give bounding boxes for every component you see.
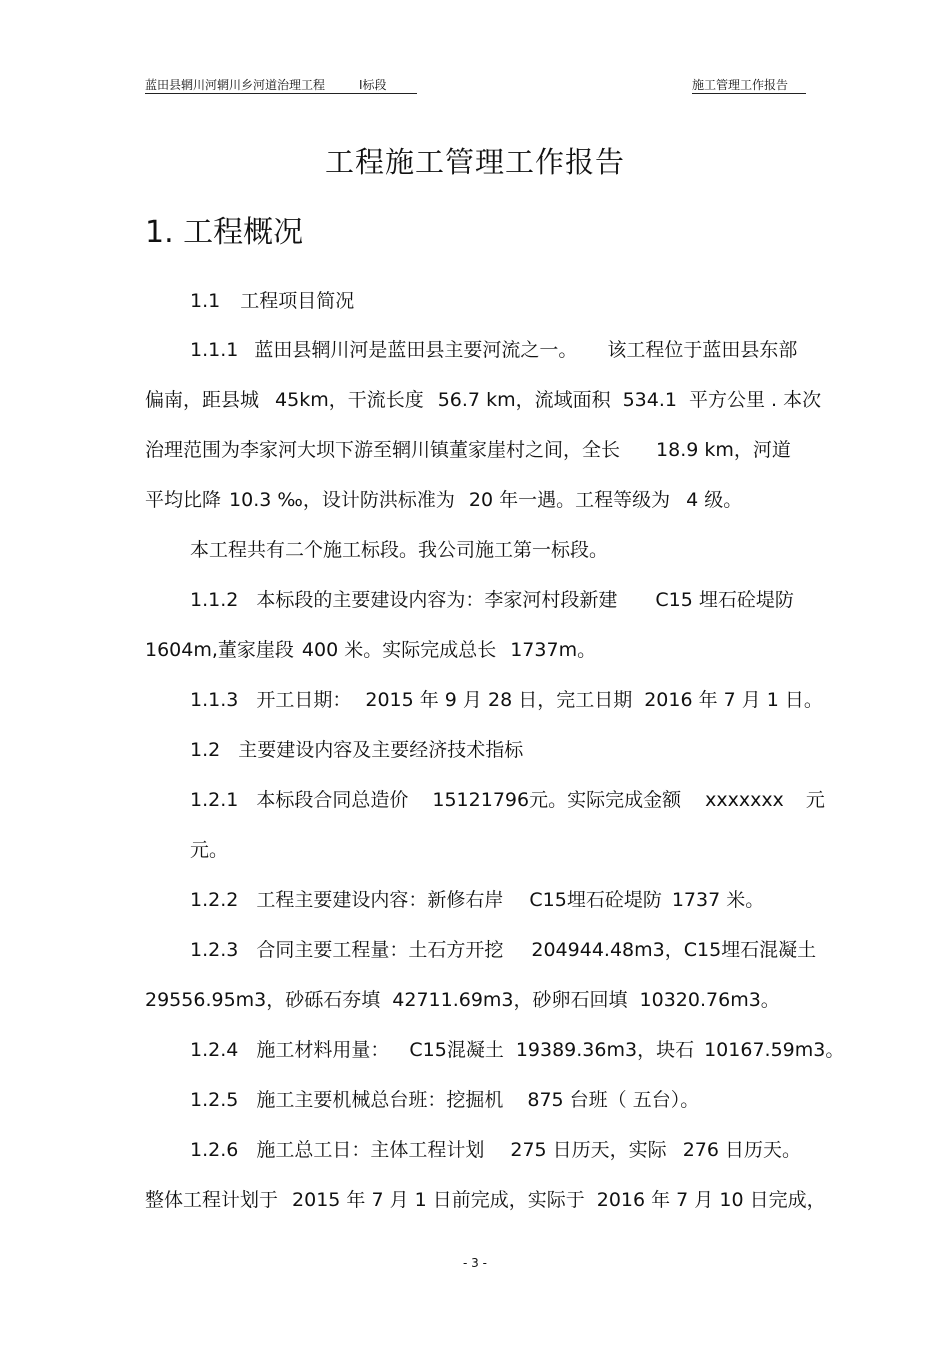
para-1-2-3-line1: 1.2.3 合同主要工程量：土石方开挖 204944.48m3，C15埋石混凝土 <box>190 939 817 961</box>
para-1-1-1-line4: 平均比降 10.3 ‰，设计防洪标准为 20 年一遇。工程等级为 4 级。 <box>145 489 743 511</box>
para-1-1-2-line2: 1604m,董家崖段 400 米。实际完成总长 1737m。 <box>145 639 597 661</box>
para-1-2-6-line2: 整体工程计划于 2015 年 7 月 1 日前完成，实际于 2016 年 7 月 10 日完成， <box>145 1189 826 1211</box>
para-1-2-2: 1.2.2 工程主要建设内容：新修右岸 C15埋石砼堤防 1737 米。 <box>190 889 765 911</box>
page-number: - 3 - <box>463 1256 487 1270</box>
para-1-2-6-line1: 1.2.6 施工总工日：主体工程计划 275 日历天，实际 276 日历天。 <box>190 1139 801 1161</box>
header-report: 施工管理工作报告 <box>692 78 789 92</box>
header-project: 蓝田县辋川河辋川乡河道治理工程 <box>145 78 326 92</box>
running-header-left <box>145 77 387 93</box>
para-1-1-1-line2: 偏南，距县城 45km，干流长度 56.7 km，流域面积 534.1 平方公里 . 本次 <box>145 389 822 411</box>
subheading-1-1: 1.1 工程项目简况 <box>190 290 355 312</box>
header-rule-left <box>145 93 417 94</box>
header-rule-right <box>692 93 806 94</box>
para-1-2-1-line1: 1.2.1 本标段合同总造价 15121796元。实际完成金额 xxxxxxx 元 <box>190 789 825 811</box>
para-1-2-1-line2: 元。 <box>190 839 229 861</box>
para-1-1-2-line1: 1.1.2 本标段的主要建设内容为：李家河村段新建 C15 埋石砼堤防 <box>190 589 794 611</box>
para-1-1-3: 1.1.3 开工日期： 2015 年 9 月 28 日，完工日期 2016 年 7 月 1 日。 <box>190 689 823 711</box>
para-1-2-5: 1.2.5 施工主要机械总台班：挖掘机 875 台班（ 五台）。 <box>190 1089 700 1111</box>
para-1-2-4: 1.2.4 施工材料用量： C15混凝土 19389.36m3，块石 10167.59m3。 <box>190 1039 845 1061</box>
header-section: Ⅰ标段 <box>359 78 387 92</box>
para-1-1-1-line1: 1.1.1 蓝田县辋川河是蓝田县主要河流之一。 该工程位于蓝田县东部 <box>190 339 798 361</box>
para-1-2-3-line2: 29556.95m3，砂砾石夯填 42711.69m3，砂卵石回填 10320.76m3。 <box>145 989 780 1011</box>
para-bid-sections: 本工程共有二个施工标段。我公司施工第一标段。 <box>190 539 609 561</box>
page-title: 工程施工管理工作报告 <box>324 145 625 179</box>
subheading-1-2: 1.2 主要建设内容及主要经济技术指标 <box>190 739 524 761</box>
section-heading-1: 1. 工程概况 <box>145 215 304 250</box>
para-1-1-1-line3: 治理范围为李家河大坝下游至辋川镇董家崖村之间，全长 18.9 km，河道 <box>145 439 791 461</box>
